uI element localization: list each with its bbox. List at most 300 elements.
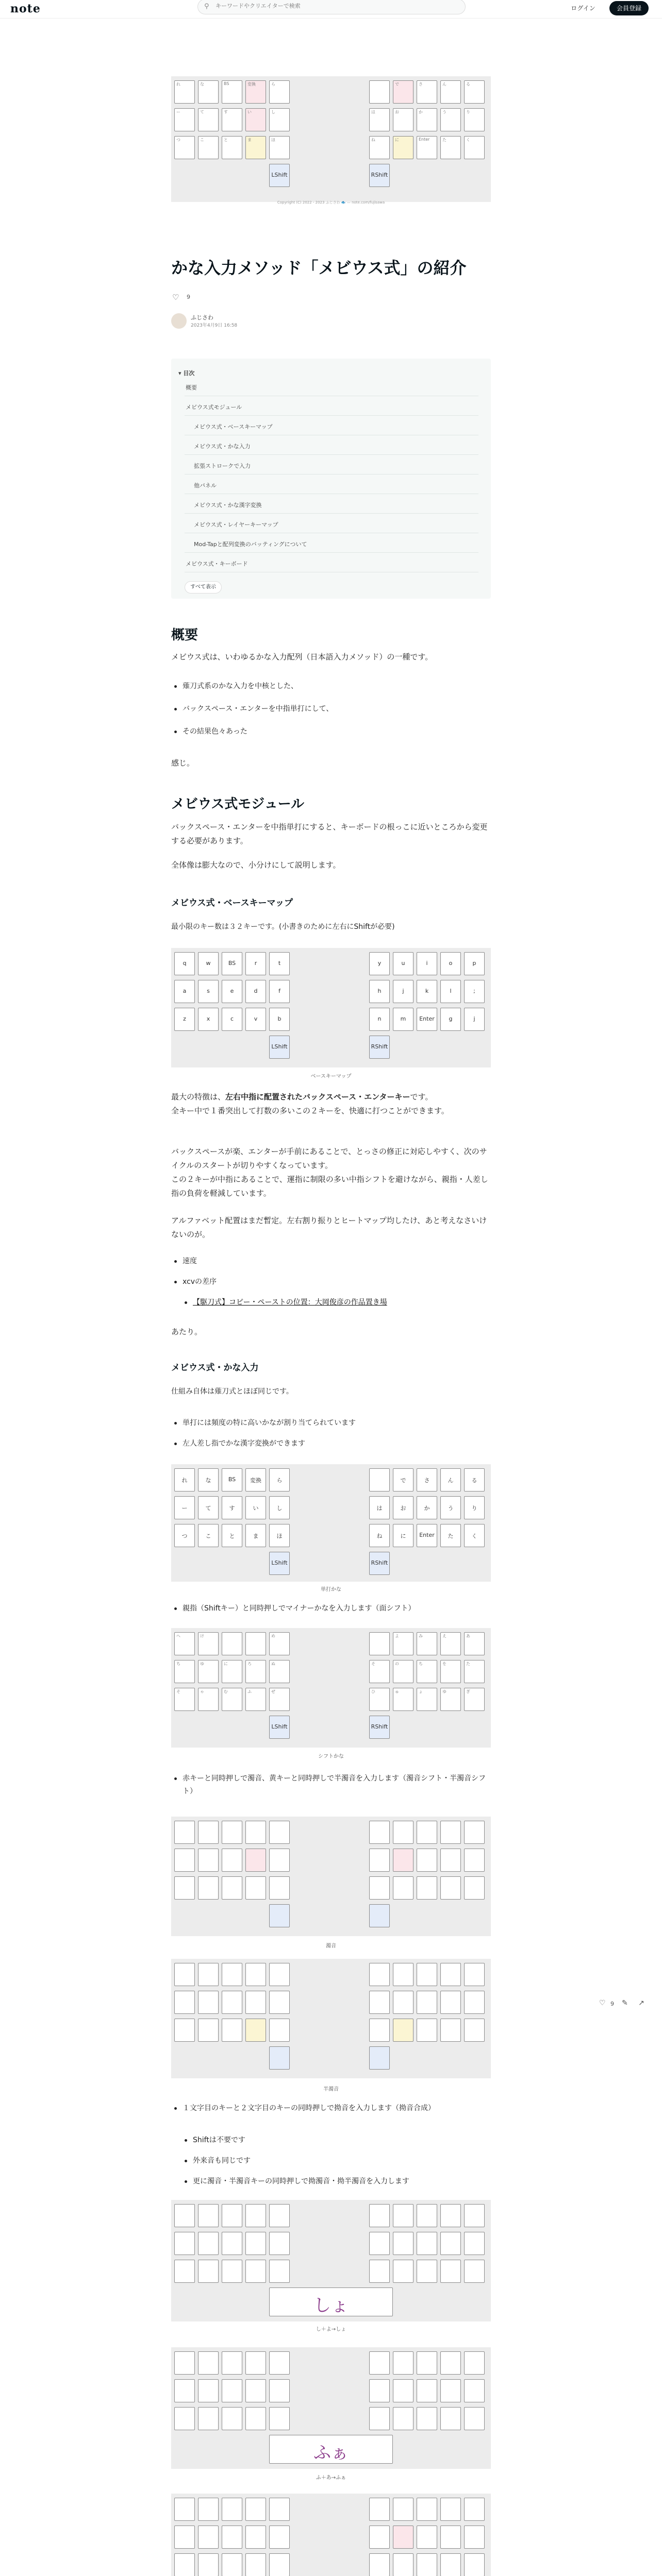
key [417, 1849, 437, 1872]
key-label: Enter [419, 1532, 435, 1538]
key [417, 2526, 437, 2549]
key [417, 2204, 437, 2227]
key [369, 1876, 390, 1900]
key [440, 2407, 461, 2430]
list-item-link [193, 1296, 491, 1309]
figure-caption: シフトかな [318, 1754, 344, 1759]
key [417, 1632, 437, 1655]
key [222, 2379, 242, 2402]
key-label: つ [176, 138, 180, 142]
key-label: ゆ [200, 1662, 204, 1666]
key [393, 2407, 413, 2430]
key [222, 2526, 242, 2549]
tan-kana-keymap-image [171, 1464, 491, 1582]
key [464, 952, 485, 975]
key-label: y [377, 960, 382, 967]
comment-icon[interactable]: ✎ [622, 1999, 628, 2007]
key [393, 108, 413, 131]
key [269, 1660, 290, 1683]
site-header [0, 0, 662, 19]
key-label: v [254, 1015, 258, 1022]
rshift-key [369, 1904, 390, 1927]
key-label: ぜ [271, 1689, 275, 1694]
key-label: ま [253, 1533, 259, 1539]
paragraph: 感じ。 [171, 758, 195, 768]
key-label: g [449, 1015, 453, 1022]
key-label: う [442, 110, 446, 114]
key [393, 1963, 413, 1986]
key [174, 2498, 195, 2521]
toc-item[interactable]: メビウス式・キーボード [186, 561, 248, 567]
key [222, 1660, 242, 1683]
key [369, 2204, 390, 2227]
key [369, 1821, 390, 1844]
key [464, 1008, 485, 1031]
key [393, 980, 413, 1003]
key [393, 2526, 413, 2549]
key [174, 1876, 195, 1900]
key [440, 1660, 461, 1683]
key-label: 変換 [250, 1477, 261, 1484]
key-label: は [376, 1505, 383, 1512]
key [245, 1496, 266, 1519]
key [464, 2407, 485, 2430]
list-item: 薙刀式系のかな入力を中核とした、 [183, 680, 491, 693]
key-label: る [466, 82, 470, 87]
key [245, 1849, 266, 1872]
key [245, 2526, 266, 2549]
key [198, 1496, 219, 1519]
key-label: つ [181, 1533, 188, 1539]
key-label: は [371, 110, 375, 114]
toc-show-all-button[interactable]: すべて表示 [185, 581, 222, 594]
key [464, 1821, 485, 1844]
key [174, 1524, 195, 1547]
key-label: Enter [419, 137, 430, 142]
key-label: で [395, 82, 399, 87]
figure-caption: ベースキーマップ [310, 1074, 352, 1079]
key-label: ろ [247, 1662, 252, 1666]
paragraph: 最大の特徴は、左右中指に配置されたバックスペース・エンターキーです。 [171, 1092, 433, 1101]
search-box[interactable] [197, 0, 466, 14]
key [393, 1991, 413, 2014]
like-heart-icon[interactable]: ♡ [172, 293, 179, 302]
key [222, 1876, 242, 1900]
key [245, 2553, 266, 2576]
floating-action-rail [599, 1997, 656, 2010]
key-label: れ [181, 1477, 188, 1484]
lshift-key [269, 1036, 290, 1059]
key-label: さ [424, 1477, 430, 1484]
key-label: LShift [271, 172, 288, 178]
toc-item[interactable]: 他パネル [194, 482, 217, 489]
key [222, 1496, 242, 1519]
key [393, 952, 413, 975]
key-label: RShift [371, 1723, 388, 1730]
key [222, 2260, 242, 2283]
toc-divider [185, 552, 478, 553]
key [245, 2204, 266, 2227]
figure-caption: 濁音 [326, 1943, 336, 1949]
key [464, 1660, 485, 1683]
key [369, 1849, 390, 1872]
key [174, 2232, 195, 2255]
key [417, 1876, 437, 1900]
paragraph: バックスペース・エンターを中指単打にすると、キーボードの根っこに近いところから変更する必要があります。 [171, 822, 488, 845]
key [174, 1991, 195, 2014]
key-label: お [395, 110, 399, 114]
key [198, 2498, 219, 2521]
key [222, 80, 242, 104]
key [464, 2526, 485, 2549]
key-label: ゆ [442, 1689, 446, 1694]
key [440, 108, 461, 131]
key [393, 1688, 413, 1711]
key [198, 1008, 219, 1031]
key [369, 1688, 390, 1711]
key-label: ん [448, 1477, 454, 1484]
key [174, 80, 195, 104]
login-button[interactable]: ログイン [571, 5, 595, 12]
key-label: る [471, 1477, 477, 1484]
key-label: ね [371, 138, 375, 142]
toc-divider [185, 454, 478, 455]
key [464, 1632, 485, 1655]
key [417, 136, 437, 159]
list-item: 単打には頻度の特に高いかなが割り当てられています [183, 1417, 491, 1430]
figure-caption: 単打かな [321, 1587, 341, 1592]
toc-item[interactable]: メビウス式・かな漢字変換 [194, 502, 262, 509]
list-item: 更に濁音・半濁音キーの同時押しで拗濁音・拗半濁音を入力します [193, 2175, 491, 2188]
fa-example-image [171, 2347, 491, 2469]
key-label: ち [176, 1662, 180, 1666]
key [440, 2553, 461, 2576]
key [464, 1524, 485, 1547]
key [464, 2498, 485, 2521]
key [369, 1632, 390, 1655]
combo-result-label: ふぁ [313, 2443, 349, 2463]
key-label: c [230, 1015, 234, 1022]
key-label: BS [228, 1476, 236, 1483]
paragraph: この２キーが中指にあることで、運指に制限の多い中指シフトを避けながら、親指・人差し指の負荷を軽減しています。 [171, 1175, 488, 1198]
key-label: へ [176, 1634, 180, 1638]
key [269, 2204, 290, 2227]
key [440, 1008, 461, 1031]
key [269, 2379, 290, 2402]
key [393, 2204, 413, 2227]
key [198, 1688, 219, 1711]
key-label: く [471, 1533, 477, 1539]
list-item: バックスペース・エンターを中指単打にして、 [183, 703, 491, 716]
key [245, 1821, 266, 1844]
key [269, 2553, 290, 2576]
key [440, 1991, 461, 2014]
key [417, 1468, 437, 1492]
key [440, 2498, 461, 2521]
article-title: かな入力メソッド「メビウス式」の紹介 [171, 258, 467, 278]
key [222, 2498, 242, 2521]
key [222, 1008, 242, 1031]
key-label: と [229, 1533, 235, 1539]
key [269, 1876, 290, 1900]
key [440, 1963, 461, 1986]
key-label: に [400, 1533, 406, 1539]
paragraph: 最小限のキー数は３２キーです。(小書きのために左右にShiftが必要) [171, 923, 395, 931]
key [369, 1660, 390, 1683]
key [369, 2351, 390, 2375]
key [198, 80, 219, 104]
note-logo[interactable]: note [10, 2, 41, 15]
key [369, 2379, 390, 2402]
key-label: で [400, 1477, 406, 1484]
key [174, 108, 195, 131]
key [198, 1876, 219, 1900]
key [417, 952, 437, 975]
base-keymap-image [171, 948, 491, 1067]
key [464, 2204, 485, 2227]
key [440, 1849, 461, 1872]
key [222, 1468, 242, 1492]
key [369, 980, 390, 1003]
key-label: RShift [371, 172, 388, 178]
key-label: ; [473, 988, 475, 994]
key [174, 1849, 195, 1872]
key-label: r [254, 960, 257, 967]
key [222, 108, 242, 131]
toc-divider [185, 513, 478, 514]
key [222, 1524, 242, 1547]
key [198, 1524, 219, 1547]
rail-like-count: 9 [610, 2001, 614, 2007]
key-label: む [224, 1689, 228, 1694]
key [269, 2351, 290, 2375]
key-label: RShift [371, 1560, 388, 1566]
section-heading-basemap: メビウス式・ベースキーマップ [171, 898, 293, 908]
list-item: 左人差し指でかな漢字変換ができます [183, 1437, 491, 1450]
key [222, 1688, 242, 1711]
figure-caption: 半濁音 [323, 2087, 339, 2092]
key [417, 2498, 437, 2521]
key-label: お [400, 1505, 406, 1512]
hero-keyboard-image [171, 76, 491, 202]
key-label: n [377, 1015, 382, 1022]
list-item: 赤キーと同時押しで濁音、黄キーと同時押しで半濁音を入力します（濁音シフト・半濁音シフト） [183, 1772, 491, 1798]
key-label: こ [200, 138, 204, 142]
key-label: j [473, 1015, 475, 1022]
key-label: w [206, 960, 211, 967]
toc-heading[interactable]: ▾ 目次 [178, 370, 195, 377]
key [393, 1524, 413, 1547]
paragraph: メビウス式は、いわゆるかな入力配列（日本語入力メソッド）の一種です。 [171, 652, 433, 662]
key [393, 1660, 413, 1683]
key [393, 1008, 413, 1031]
key [440, 980, 461, 1003]
toc-item[interactable]: メビウス式・レイヤーキーマップ [194, 521, 278, 528]
key [393, 1468, 413, 1492]
key [417, 1991, 437, 2014]
key [174, 980, 195, 1003]
key [198, 1849, 219, 1872]
combo-result [269, 2287, 393, 2316]
key [440, 2232, 461, 2255]
key [417, 1963, 437, 1986]
key-label: に [224, 1662, 228, 1666]
shift-kana-keymap-image [171, 1628, 491, 1748]
key [174, 1468, 195, 1492]
key [198, 2379, 219, 2402]
key [245, 108, 266, 131]
paragraph: アルファベット配置はまだ暫定。左右割り振りとヒートマップ均したけ、あと考えなさいけないのが。 [171, 1216, 487, 1239]
key-label: そ [371, 1662, 375, 1666]
key [245, 1524, 266, 1547]
list-item: その結果色々あった [183, 725, 491, 738]
key-label: q [183, 960, 187, 967]
key-label: BS [224, 81, 229, 86]
key [393, 2232, 413, 2255]
key [174, 1632, 195, 1655]
key [269, 108, 290, 131]
key [198, 2553, 219, 2576]
key [393, 1632, 413, 1655]
key-label: ら [271, 82, 275, 87]
key-label: み [419, 1634, 423, 1638]
key [174, 1963, 195, 1986]
toc-item[interactable]: 概要 [186, 384, 197, 391]
key [417, 1524, 437, 1547]
key [245, 2260, 266, 2283]
reference-link[interactable]: 【駆刀式】コピー・ペーストの位置：大岡俊彦の作品置き場 [193, 1298, 387, 1307]
key [269, 1688, 290, 1711]
key [417, 80, 437, 104]
key [222, 2351, 242, 2375]
key [440, 1876, 461, 1900]
key [464, 80, 485, 104]
key [245, 1008, 266, 1031]
hero-caption: Copyright (C) 2022 - 2023 ふじさわ 🐟 — note.com/fujisawa [277, 200, 385, 205]
key [464, 1496, 485, 1519]
key [174, 1008, 195, 1031]
key [198, 1991, 219, 2014]
toc-item[interactable]: Mod-Tapと配列変換のバッティングについて [194, 541, 307, 548]
key [198, 952, 219, 975]
key [174, 2260, 195, 2283]
toc-item[interactable]: メビウス式モジュール [186, 404, 242, 411]
key-label: ま [247, 138, 252, 142]
key [464, 1468, 485, 1492]
toc-item[interactable]: メビウス式・かな入力 [194, 443, 251, 450]
key [269, 1991, 290, 2014]
key [417, 2232, 437, 2255]
key [269, 2019, 290, 2042]
key [245, 1876, 266, 1900]
key-label: こ [205, 1533, 211, 1539]
key [417, 1688, 437, 1711]
handakuon-keymap-image [171, 1959, 491, 2078]
key [369, 2498, 390, 2521]
key [369, 1008, 390, 1031]
key [369, 1991, 390, 2014]
key [369, 1496, 390, 1519]
key-label: p [472, 960, 476, 967]
key [393, 1849, 413, 1872]
key [245, 2498, 266, 2521]
section-heading-kana: メビウス式・かな入力 [171, 1363, 259, 1373]
key [440, 80, 461, 104]
key [269, 2498, 290, 2521]
key [245, 1963, 266, 1986]
key [464, 2019, 485, 2042]
signup-button[interactable]: 会員登録 [609, 1, 649, 15]
toc-item[interactable]: 拡張ストロークで入力 [194, 463, 251, 469]
rshift-key [369, 2046, 390, 2070]
key [464, 1849, 485, 1872]
toc-item[interactable]: メビウス式・ベースキーマップ [194, 423, 273, 430]
key [393, 2553, 413, 2576]
key [245, 136, 266, 159]
key-label: め [271, 1634, 275, 1638]
key [269, 80, 290, 104]
key [464, 2379, 485, 2402]
key-label: ひ [371, 1689, 375, 1694]
key-label: x [206, 1015, 210, 1022]
key-label: ー [176, 110, 180, 114]
share-icon[interactable]: ↗ [638, 1999, 644, 2007]
key-label: a [183, 988, 187, 994]
key [369, 108, 390, 131]
key [369, 136, 390, 159]
combo-result [269, 2435, 393, 2464]
key [464, 2260, 485, 2283]
key [245, 952, 266, 975]
key [222, 1821, 242, 1844]
key-label: u [401, 960, 405, 967]
search-input[interactable] [216, 3, 453, 9]
publish-date: 2023年4月9日 16:58 [191, 323, 238, 328]
key [269, 2260, 290, 2283]
key-label: ほ [271, 138, 275, 142]
key [245, 80, 266, 104]
key [198, 1821, 219, 1844]
key [222, 2407, 242, 2430]
list-item: 速度 [183, 1255, 491, 1268]
key-label: 変換 [247, 82, 256, 87]
key-label: に [395, 138, 399, 142]
key-label: o [449, 960, 453, 967]
key-label: と [224, 138, 228, 142]
key-label: た [448, 1533, 454, 1539]
heart-icon[interactable]: ♡ [599, 1999, 606, 2007]
key [393, 2019, 413, 2042]
author-name[interactable]: ふじさわ [191, 314, 213, 321]
key [464, 1991, 485, 2014]
key [440, 2526, 461, 2549]
author-avatar[interactable] [171, 313, 187, 329]
key [464, 1688, 485, 1711]
key [369, 2553, 390, 2576]
lshift-key [269, 1716, 290, 1739]
key [174, 1496, 195, 1519]
key [198, 1632, 219, 1655]
key [369, 2407, 390, 2430]
paragraph: バックスペースが楽、エンターが手前にあることで、とっさの修正に対応しやすく、次のサイクルのスタートが切りやすくなっています。 [171, 1147, 487, 1170]
paragraph: 全キー中で１番突出して打数の多いこの２キーを、快適に打つことができます。 [171, 1106, 449, 1115]
key [393, 2379, 413, 2402]
paragraph: あたり。 [171, 1327, 203, 1336]
key-label: ぬ [271, 1662, 275, 1666]
key [464, 108, 485, 131]
key-label: を [442, 1662, 446, 1666]
key [417, 1821, 437, 1844]
